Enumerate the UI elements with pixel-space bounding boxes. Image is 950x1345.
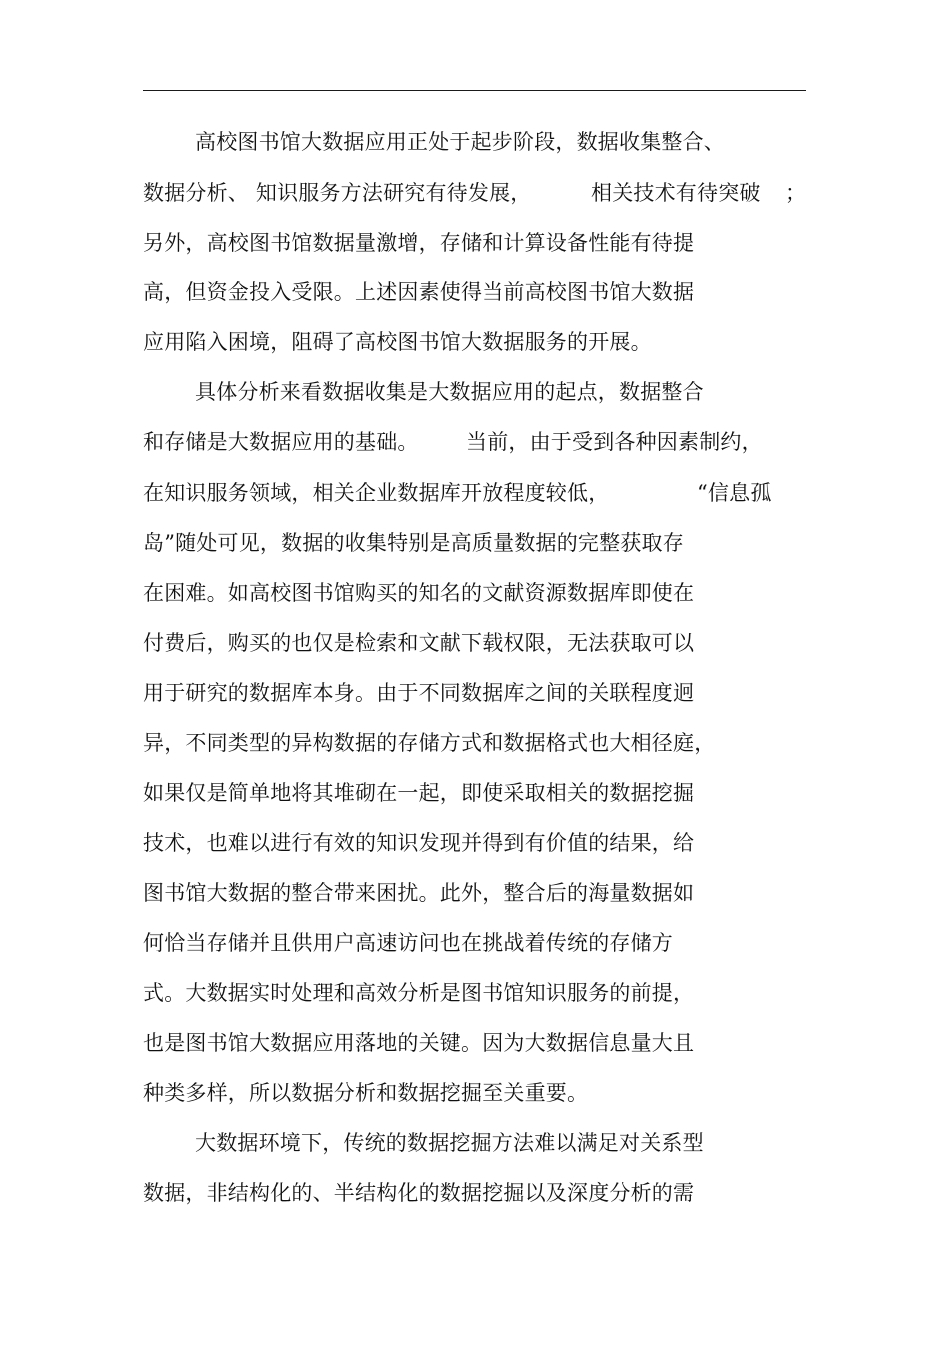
paragraph-1-line-4: 高，但资金投入受限。上述因素使得当前高校图书馆大数据 (143, 280, 695, 304)
paragraph-1-line-5: 应用陷入困境，阻碍了高校图书馆大数据服务的开展。 (143, 330, 652, 354)
paragraph-2-line-4: 岛”随处可见，数据的收集特别是高质量数据的完整获取存 (143, 531, 684, 555)
paragraph-2-line-6: 付费后，购买的也仅是检索和文献下载权限，无法获取可以 (143, 631, 695, 655)
paragraph-1-line-3: 另外，高校图书馆数据量激增，存储和计算设备性能有待提 (143, 231, 695, 255)
paragraph-2-line-9: 如果仅是简单地将其堆砌在一起，即使采取相关的数据挖掘 (143, 781, 695, 805)
paragraph-2-line-5: 在困难。如高校图书馆购买的知名的文献资源数据库即使在 (143, 581, 695, 605)
paragraph-2-line-14: 也是图书馆大数据应用落地的关键。因为大数据信息量大且 (143, 1031, 695, 1055)
paragraph-2-line-1: 具体分析来看数据收集是大数据应用的起点，数据整合 (195, 380, 704, 404)
paragraph-2-line-3a: 在知识服务领域，相关企业数据库开放程度较低， (143, 481, 610, 505)
paragraph-2-line-3b: “信息孤 (697, 481, 772, 505)
paragraph-1-line-2b: 相关技术有待突破 (591, 181, 761, 205)
paragraph-1-line-1: 高校图书馆大数据应用正处于起步阶段，数据收集整合、 (195, 130, 725, 154)
paragraph-2-line-13: 式。大数据实时处理和高效分析是图书馆知识服务的前提， (143, 981, 695, 1005)
paragraph-2-line-10: 技术，也难以进行有效的知识发现并得到有价值的结果，给 (143, 831, 695, 855)
paragraph-2-line-2a: 和存储是大数据应用的基础。 (143, 430, 419, 454)
paragraph-2-line-7: 用于研究的数据库本身。由于不同数据库之间的关联程度迥 (143, 681, 695, 705)
header-rule (143, 90, 806, 91)
paragraph-2-line-2b: 当前，由于受到各种因素制约， (466, 430, 763, 454)
paragraph-2-line-12: 何恰当存储并且供用户高速访问也在挑战着传统的存储方 (143, 931, 673, 955)
paragraph-2-line-8: 异，不同类型的异构数据的存储方式和数据格式也大相径庭， (143, 731, 716, 755)
paragraph-2-line-15: 种类多样，所以数据分析和数据挖掘至关重要。 (143, 1081, 589, 1105)
paragraph-2-line-11: 图书馆大数据的整合带来困扰。此外，整合后的海量数据如 (143, 881, 695, 905)
paragraph-1-line-2c: ； (785, 181, 807, 205)
paragraph-3-line-2: 数据，非结构化的、半结构化的数据挖掘以及深度分析的需 (143, 1181, 695, 1205)
paragraph-1-line-2a: 数据分析、 知识服务方法研究有待发展， (143, 181, 532, 205)
paragraph-3-line-1: 大数据环境下，传统的数据挖掘方法难以满足对关系型 (195, 1131, 704, 1155)
